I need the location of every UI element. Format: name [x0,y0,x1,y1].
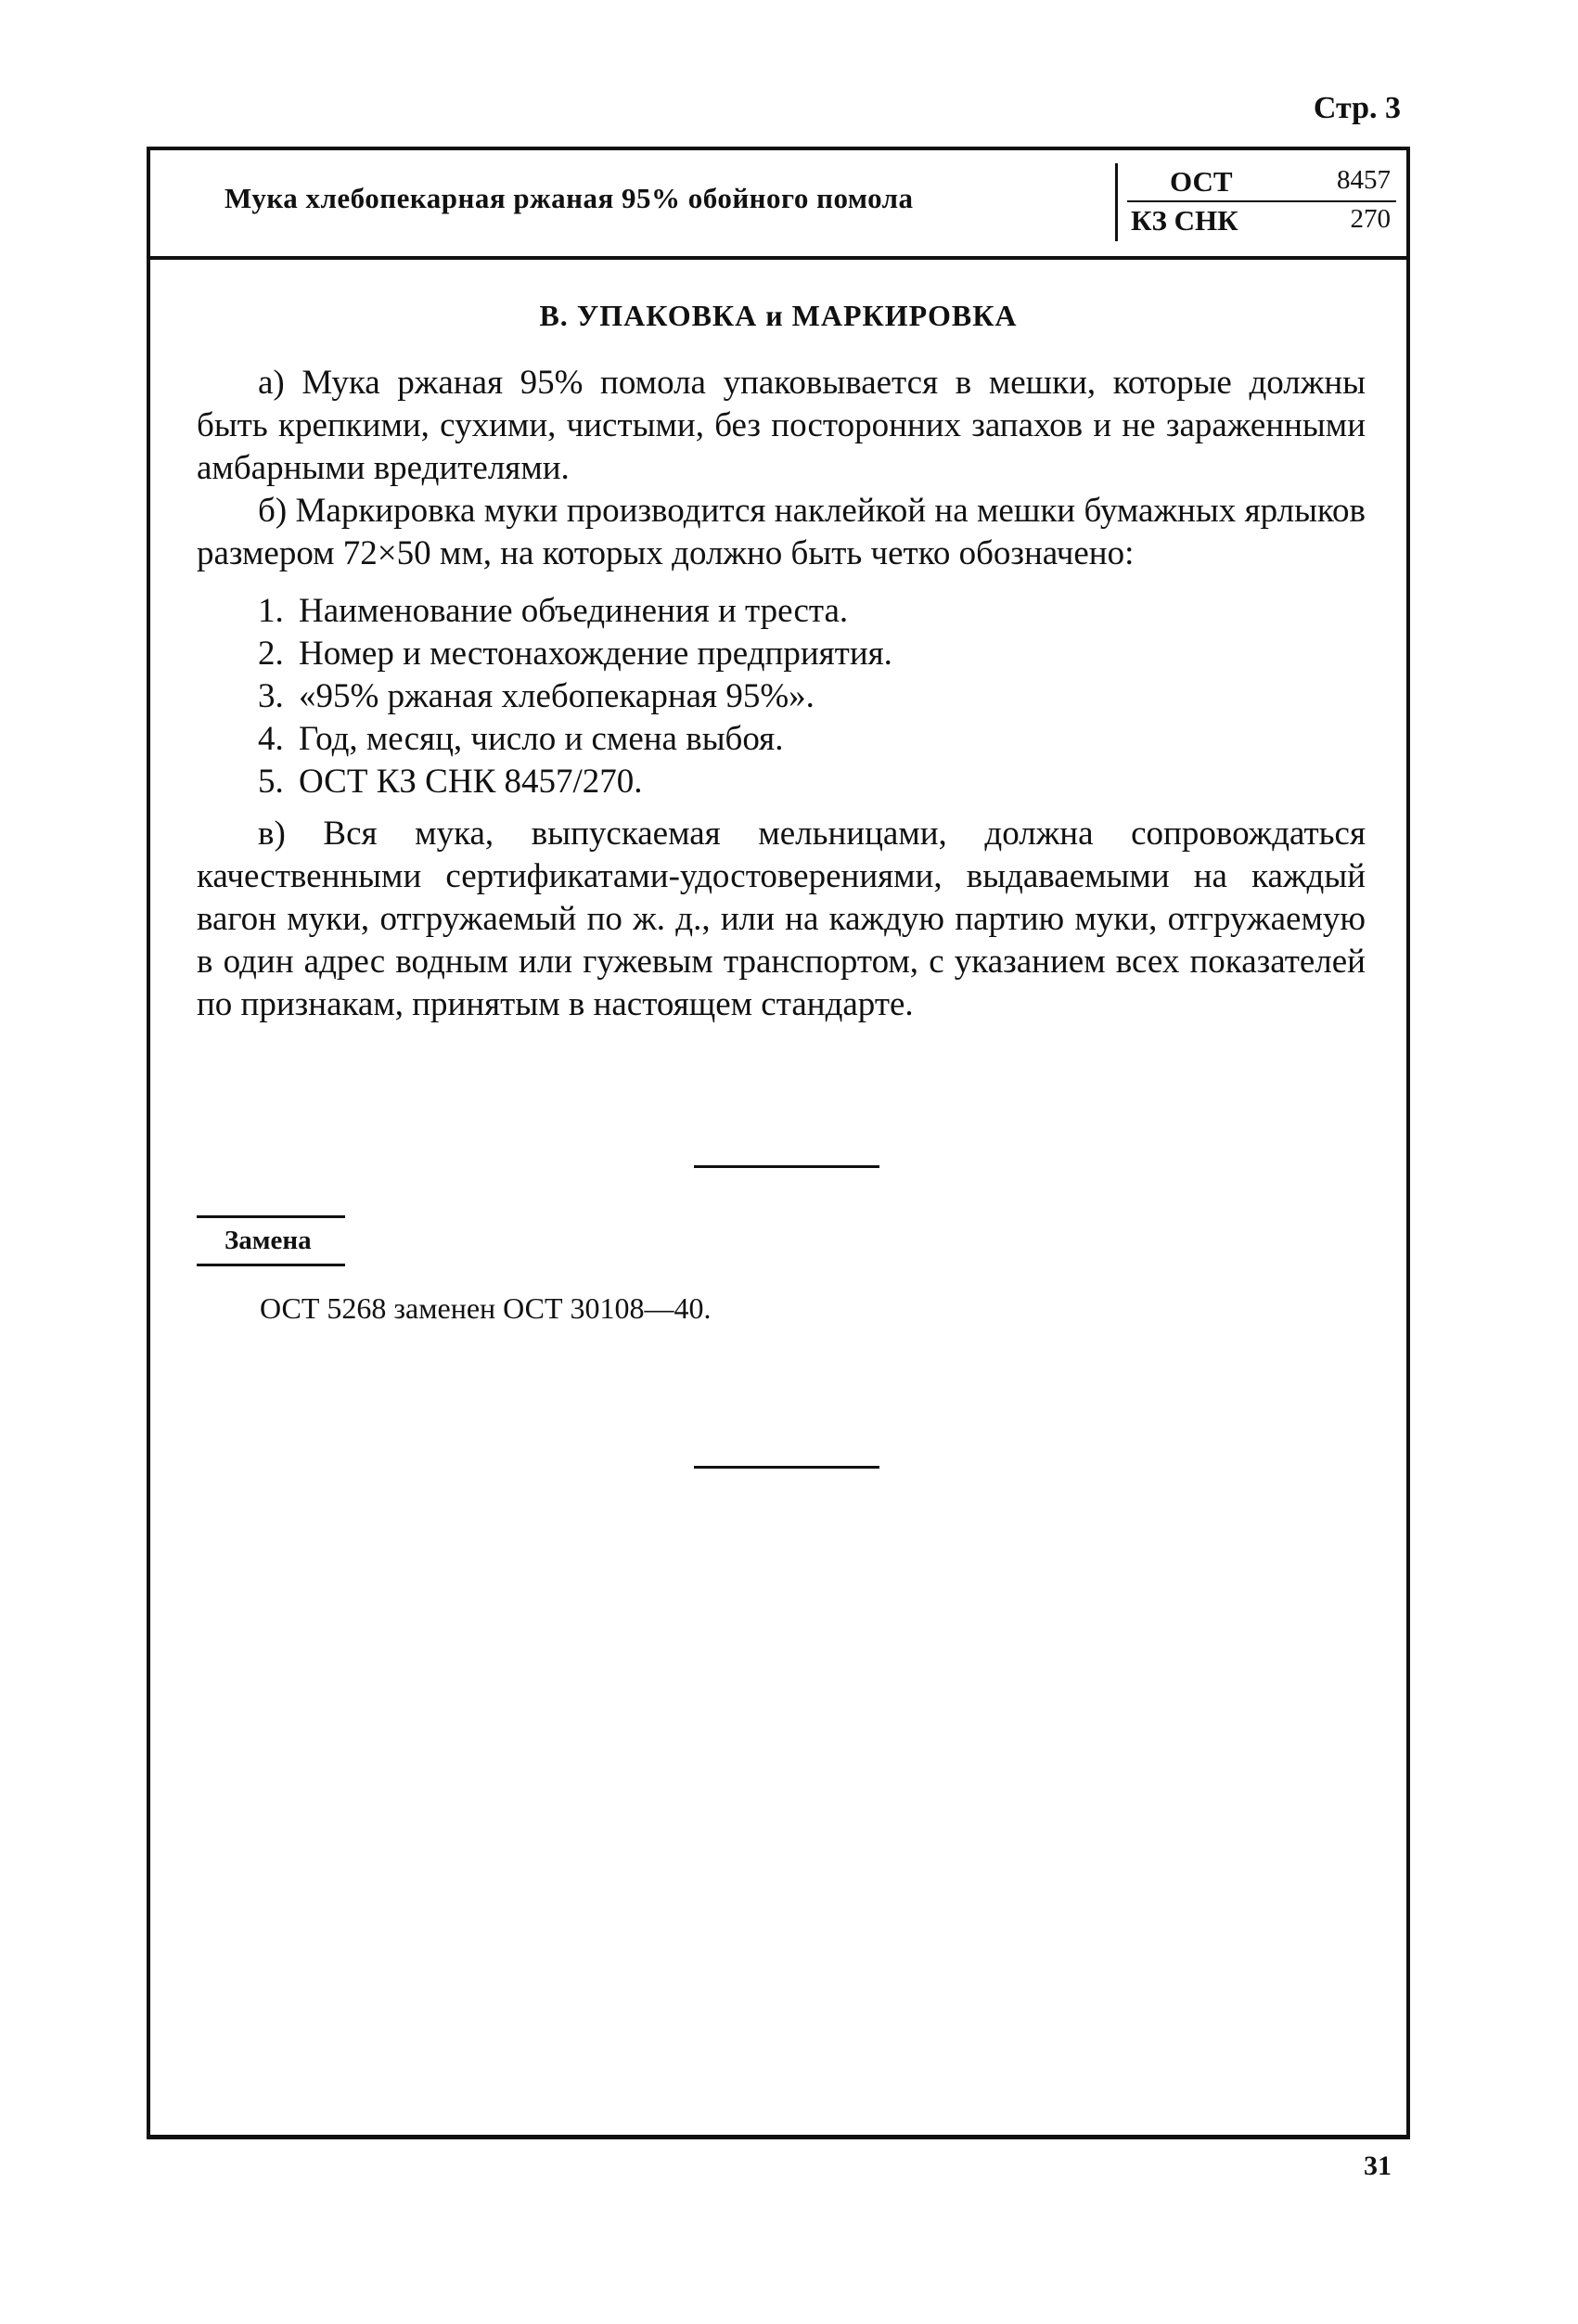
replacement-text: ОСТ 5268 заменен ОСТ 30108—40. [260,1291,712,1325]
list-item: 4. Год, месяц, число и смена выбоя. [258,720,784,758]
code-row-kz-snk [1127,202,1396,239]
list-item: 5. ОСТ КЗ СНК 8457/270. [258,763,643,801]
paragraph-c: в) Вся мука, выпускаемая мельницами, должна сопровождаться качественными сертификатами-удостоверениями, выдаваемыми на каждый вагон муки, отгружаемый по ж. д., или на каждую партию муки, отгружаемую в один адрес водным или гужевым транспортом, с указанием всех показателей по признакам, принятым в настоящем стандарте. [197,815,1366,1023]
divider [694,1165,879,1168]
standard-title: Мука хлебопекарная ржаная 95% обойного помола [225,182,914,214]
list-item: 1. Наименование объединения и треста. [258,592,849,630]
list-item: 3. «95% ржаная хлебопекарная 95%». [258,677,815,715]
document-frame [147,147,1410,2139]
paragraph-b: б) Маркировка муки производится наклейкой на мешки бумажных ярлыков размером 72×50 мм, на которых должно быть четко обозначено: [197,492,1366,572]
code-row-ost [1127,163,1396,202]
code-kz-snk: КЗ СНК [1131,204,1238,237]
section-body [197,362,1366,1026]
paragraph-a: а) Мука ржаная 95% помола упаковывается в мешки, которые должны быть крепкими, сухими, чистыми, без посторонних запахов и не зараженными амбарными вредителями. [197,364,1366,487]
code-ost: ОСТ [1170,165,1233,198]
code-8457: 8457 [1337,165,1391,195]
code-270: 270 [1350,204,1391,234]
marking-list [197,590,1366,803]
section-title: В. УПАКОВКА и МАРКИРОВКА [539,299,1018,332]
divider [694,1466,879,1469]
page-number: 31 [1364,2151,1392,2181]
page-label: Стр. 3 [1313,91,1401,125]
list-item: 2. Номер и местонахождение предприятия. [258,635,892,673]
standard-header [150,150,1406,260]
replacement-heading: Замена [197,1215,345,1266]
standard-code-box [1115,163,1405,241]
